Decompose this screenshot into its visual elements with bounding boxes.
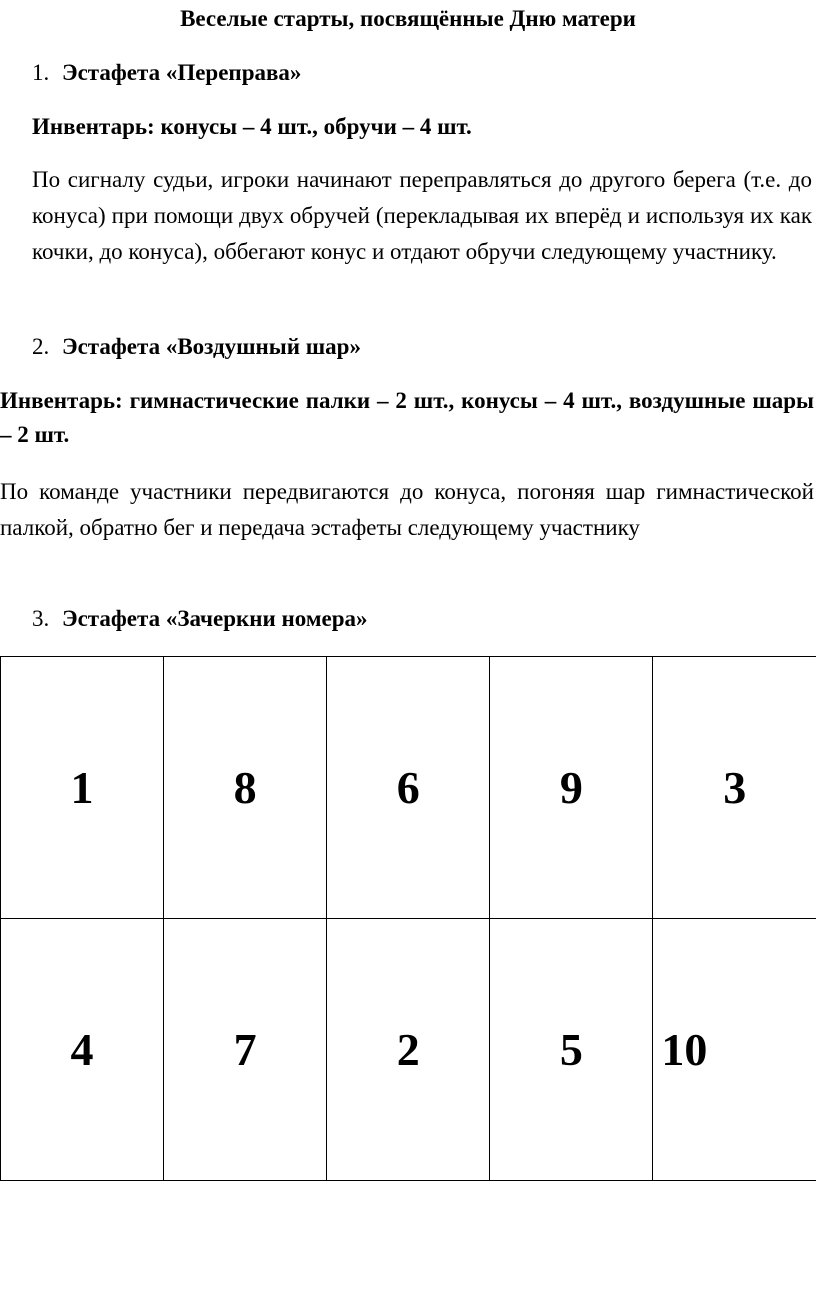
section-2-heading	[32, 330, 361, 364]
document-title: Веселые старты, посвящённые Дню матери	[180, 6, 636, 31]
section-1-heading	[32, 56, 301, 90]
grid-cell: 4	[1, 919, 164, 1181]
section-2-number: 2.	[32, 334, 50, 359]
grid-cell: 8	[164, 657, 327, 919]
grid-cell: 10	[653, 919, 816, 1181]
grid-cell: 7	[164, 919, 327, 1181]
grid-cell: 2	[327, 919, 490, 1181]
section-3-heading	[32, 602, 368, 636]
section-2-title: Эстафета «Воздушный шар»	[62, 334, 361, 359]
section-1-text: По сигналу судьи, игроки начинают переправляться до другого берега (т.е. до конуса) при помощи двух обручей (перекладывая их вперёд и используя их как кочки, до конуса), оббегают конус и отдают обручи следующему участнику.	[32, 167, 812, 264]
grid-cell: 3	[653, 657, 816, 919]
grid-cell: 6	[327, 657, 490, 919]
grid-row-1	[1, 657, 816, 919]
grid-cell: 1	[1, 657, 164, 919]
number-grid	[0, 656, 816, 1181]
section-2-text: По команде участники передвигаются до конуса, погоняя шар гимнастической палкой, обратно бег и передача эстафеты следующему участнику	[0, 479, 814, 540]
grid-row-2	[1, 919, 816, 1181]
section-1-number: 1.	[32, 60, 50, 85]
section-2-inventory: Инвентарь: гимнастические палки – 2 шт., конусы – 4 шт., воздушные шары – 2 шт.	[0, 388, 814, 447]
grid-cell: 9	[490, 657, 653, 919]
section-1-inventory: Инвентарь: конусы – 4 шт., обручи – 4 шт.	[32, 114, 472, 139]
section-3-title: Эстафета «Зачеркни номера»	[62, 606, 368, 631]
grid-cell: 5	[490, 919, 653, 1181]
section-3-number: 3.	[32, 606, 50, 631]
section-1-title: Эстафета «Переправа»	[62, 60, 302, 85]
